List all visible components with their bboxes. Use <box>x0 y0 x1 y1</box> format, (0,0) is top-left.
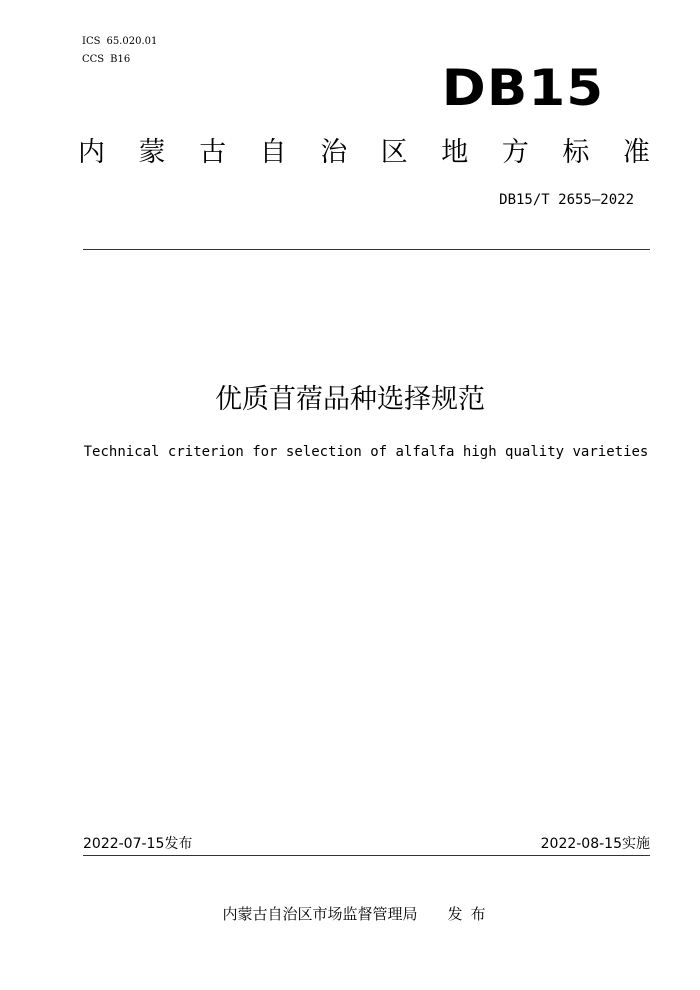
implement-date: 2022-08-15 <box>540 836 622 852</box>
standard-type-char: 标 <box>562 137 590 168</box>
publish-label: 发布 <box>164 836 193 852</box>
title-chinese: 优质苜蓿品种选择规范 <box>215 384 485 415</box>
standard-type-char: 地 <box>441 137 469 168</box>
standard-type-char: 自 <box>259 137 287 168</box>
publish-date-line <box>83 835 192 853</box>
publish-date: 2022-07-15 <box>83 836 165 852</box>
implement-date-line <box>541 835 650 853</box>
standard-type-char: 内 <box>78 137 105 168</box>
standard-type-char: 区 <box>380 137 408 168</box>
issuer-line <box>0 904 700 924</box>
ics-code: 65.020.01 <box>106 36 158 47</box>
bottom-divider <box>83 855 650 856</box>
top-divider <box>83 249 650 250</box>
standard-type-char: 蒙 <box>138 137 166 168</box>
standard-number: DB15/T 2655—2022 <box>499 192 634 208</box>
ics-label: ICS <box>82 36 101 47</box>
issuer-action: 发布 <box>447 905 494 923</box>
standard-type-heading <box>78 136 650 170</box>
ccs-label: CCS <box>82 54 105 65</box>
implement-label: 实施 <box>622 836 650 852</box>
standard-type-char: 方 <box>501 137 529 168</box>
standard-type-char: 治 <box>320 137 348 168</box>
issuer-name: 内蒙古自治区市场监督管理局 <box>222 905 418 923</box>
ccs-classification <box>82 54 130 66</box>
standard-type-char: 古 <box>199 137 227 168</box>
ics-classification <box>82 36 157 48</box>
title-english: Technical criterion for selection of alfalfa high quality varieties <box>83 444 649 460</box>
ccs-code: B16 <box>110 54 131 65</box>
standard-logo: DB15 <box>441 59 604 117</box>
standard-type-char: 准 <box>622 137 650 168</box>
